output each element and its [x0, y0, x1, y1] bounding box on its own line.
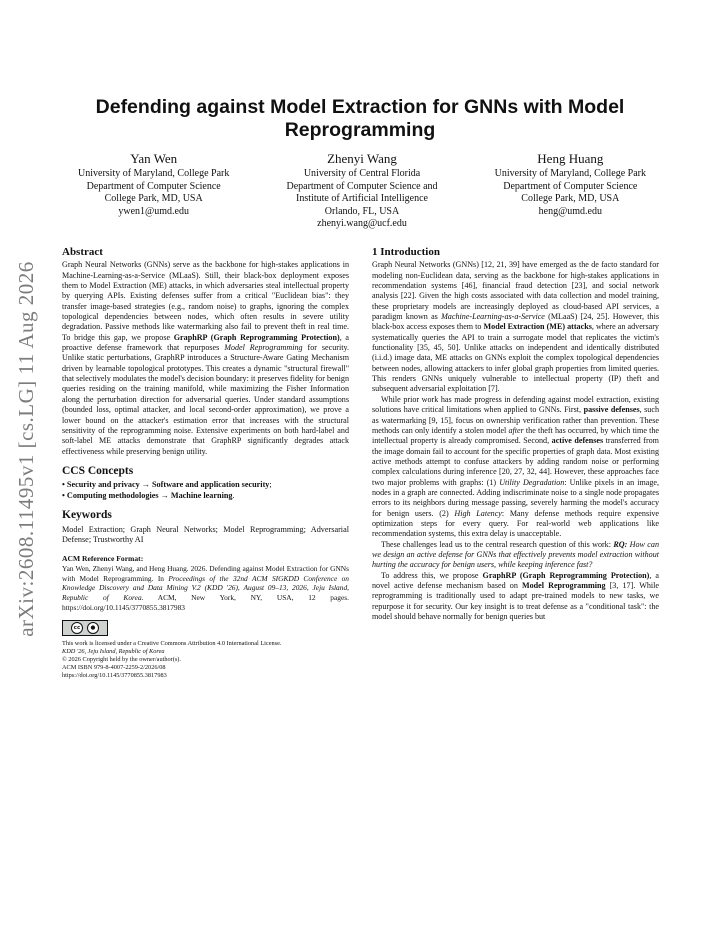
affiliation-line: College Park, MD, USA: [521, 193, 620, 205]
author-3: [495, 151, 646, 231]
cc-by-icon: cc ●: [62, 620, 108, 636]
ccs-item: • Computing methodologies → Machine learning.: [62, 490, 235, 500]
affiliation-line: Institute of Artificial Intelligence: [296, 193, 428, 205]
abstract-heading: Abstract: [62, 246, 103, 258]
intro-paragraph-3: These challenges lead us to the central research question of this work: RQ: How can we design an active defense for GNNs that effectively prevents model extraction without hurting the accuracy for benign users, while keeping inference fast?: [372, 539, 659, 570]
affiliation-line: Department of Computer Science: [503, 180, 638, 192]
ccs-heading: CCS Concepts: [62, 464, 134, 477]
author-email: heng@umd.edu: [538, 205, 602, 217]
license-block: [62, 640, 349, 680]
affiliation-line: Department of Computer Science: [86, 180, 221, 192]
author-1: [78, 151, 229, 231]
author-name: Yan Wen: [130, 151, 178, 166]
arxiv-stamp: arXiv:2608.11495v1 [cs.LG] 11 Aug 2026: [14, 261, 38, 637]
affiliation-line: University of Maryland, College Park: [78, 168, 230, 179]
intro-paragraph-2: While prior work has made progress in defending against model extraction, existing solutions have critical limitations when applied to GNNs. First, passive defenses, such as watermarking [9, 15], focus on ownership verification rather than prevention. These methods can only identify a stolen model after the theft has occurred, by which time the intellectual property is already compromised. Second, active defenses transferred from the image domain fail to account for the specific properties of graph data. Most existing active methods attempt to confuse attackers by adding random noise or performing complex calculations during inference [20, 27, 32, 44]. However, these approaches face two major problems with graphs: (1) Utility Degradation: Unlike pixels in an image, nodes in a graph are connected. Adding indiscriminate noise to a single node propagates errors to its neighbors during message passing, severely harming the model's accuracy for benign users. (2) High Latency: Many defense methods require expensive optimization steps for every query. For real-world web applications like recommendation systems, this extra delay is unacceptable.: [372, 394, 660, 539]
affiliation-line: Department of Computer Science and: [286, 180, 438, 192]
paper-title: Defending against Model Extraction for GNNs with Model Reprogramming: [95, 96, 625, 141]
affiliation-line: University of Maryland, College Park: [494, 168, 646, 179]
author-name: Zhenyi Wang: [327, 151, 397, 166]
keywords-text: Model Extraction; Graph Neural Networks; Model Reprogramming; Adversarial Defense; Trustworthy AI: [62, 524, 349, 545]
acm-ref-text: Yan Wen, Zhenyi Wang, and Heng Huang. 2026. Defending against Model Extraction for GNNs with Model Reprogramming. In Proceedings of the 32nd ACM SIGKDD Conference on Knowledge Discovery and Data Mining V.2 (KDD '26), August 09–13, 2026, Jeju Island, Republic of Korea. ACM, New York, NY, USA, 12 pages. https://doi.org/10.1145/3770855.3817983: [62, 563, 349, 612]
author-email: zhenyi.wang@ucf.edu: [317, 218, 407, 230]
license-line: ACM ISBN 979-8-4007-2259-2/2026/08: [62, 664, 166, 672]
abstract-text: Graph Neural Networks (GNNs) serve as the backbone for high-stakes applications in Machine-Learning-as-a-Service (MLaaS). Still, their black-box deployment exposes them to Model Extraction (ME) attacks, in which adversaries steal intellectual property by querying APIs. Existing defenses suffer from a critical "Euclidean bias": they transfer image-based strategies (e.g., random noise) to graphs, ignoring the complex topological dependencies between nodes, which often results in severe utility degradation. Passive methods like watermarking also fail to prevent theft in real time. To bridge this gap, we propose GraphRP (Graph Reprogramming Protection), a proactive defense framework that repurposes Model Reprogramming for security. Unlike static perturbations, GraphRP introduces a Structure-Aware Gating Mechanism driven by learnable topological prototypes. This creates a dynamic "structural firewall" that selectively modulates the model's decision boundary: it preserves fidelity for benign queries residing on the training manifold, while maximizing the Fisher Information along the perturbation direction for adversarial queries. Under standard assumptions (bounded loss, optimal attacker, and local second-order approximation), we prove a lower bound on the attacker's estimation error that increases with the structural sensitivity of the reprogramming noise. Extensive experiments on both hard-label and soft-label ME attacks demonstrate that GraphRP significantly degrades attack effectiveness while preserving benign utility.: [62, 260, 350, 456]
left-column: [62, 247, 349, 680]
affiliation-line: Orlando, FL, USA: [324, 205, 400, 217]
affiliation-line: College Park, MD, USA: [104, 193, 203, 205]
author-name: Heng Huang: [537, 151, 604, 166]
keywords-heading: Keywords: [62, 509, 112, 522]
intro-paragraph-1: Graph Neural Networks (GNNs) [12, 21, 39] have emerged as the de facto standard for modeling non-Euclidean data, serving as the backbone for high-stakes applications in recommendation systems [46], financial fraud detection [23], and social network analysis [22]. Given the high costs associated with data collection and model training, these proprietary models are increasingly deployed as cloud-based API services, a paradigm known as Machine-Learning-as-a-Service (MLaaS) [24, 25]. However, this black-box access exposes them to Model Extraction (ME) attacks, where an adversary systematically queries the API to train a surrogate model that replicates the victim's functionality [35, 45, 50]. Unlike attacks on independent and identically distributed (i.i.d.) image data, ME attacks on GNNs exploit the complex topological dependencies between nodes, allowing attackers to infer global graph properties from limited queries. This renders GNNs uniquely vulnerable to intellectual property (IP) theft and subsequent adversarial exploitation [7].: [372, 260, 659, 394]
license-line: This work is licensed under a Creative Commons Attribution 4.0 International License.: [62, 640, 282, 648]
license-line: © 2026 Copyright held by the owner/author(s).: [62, 656, 181, 664]
intro-paragraph-4: To address this, we propose GraphRP (Graph Reprogramming Protection), a novel active defense mechanism based on Model Reprogramming [3, 17]. While reprogramming is traditionally used to adapt pre-trained models to new tasks, we repurpose it for security. Our key insight is to treat defense as a "conditional task": the model should behave normally for benign queries but: [372, 570, 660, 622]
author-block: [78, 151, 646, 231]
acm-ref-heading: ACM Reference Format:: [62, 553, 144, 563]
author-email: ywen1@umd.edu: [118, 205, 189, 217]
ccs-item: • Security and privacy → Software and application security;: [62, 480, 272, 490]
intro-heading: 1 Introduction: [372, 246, 440, 258]
affiliation-line: University of Central Florida: [303, 168, 421, 179]
author-2: [286, 151, 437, 231]
right-column: [372, 247, 659, 622]
license-line: https://doi.org/10.1145/3770855.3817983: [62, 672, 167, 680]
license-line: KDD '26, Jeju Island, Republic of Korea: [62, 648, 165, 656]
ccs-list: [62, 480, 349, 501]
cc-license-badge: [62, 620, 349, 636]
